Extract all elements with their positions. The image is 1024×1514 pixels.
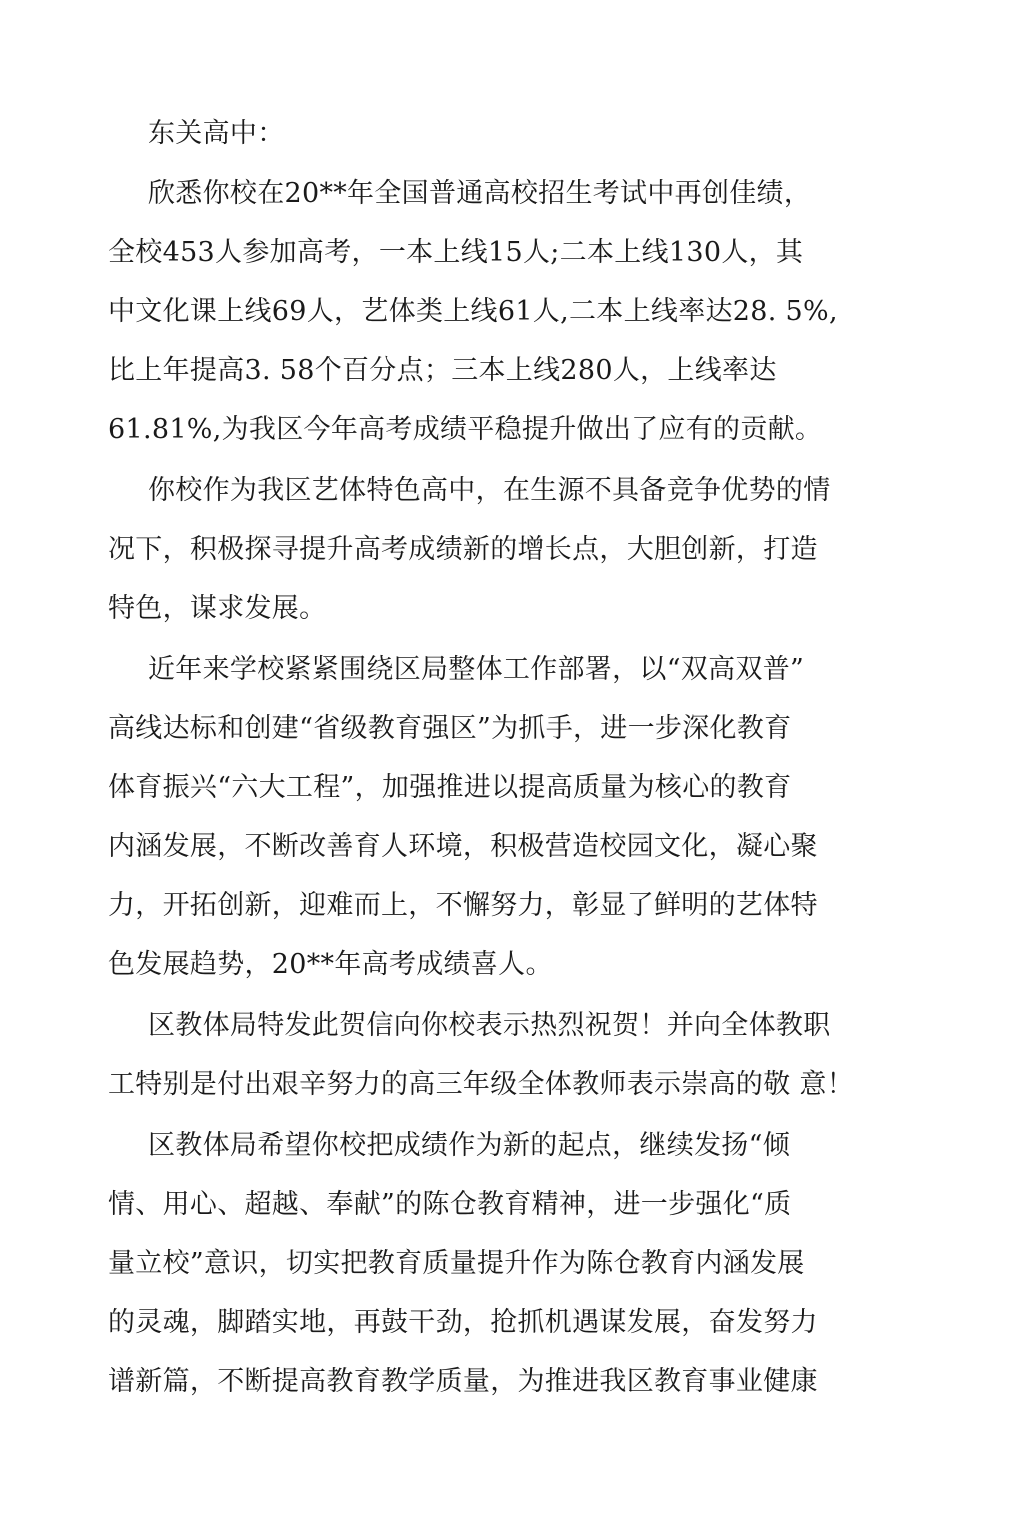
text-line: 量立校”意识，切实把教育质量提升作为陈仓教育内涵发展: [108, 1248, 805, 1279]
text-line: 区教体局特发此贺信向你校表示热烈祝贺！并向全体教职: [148, 1010, 831, 1041]
text-line: 力，开拓创新，迎难而上，不懈努力，彰显了鲜明的艺体特: [108, 890, 818, 921]
text-line: 谱新篇，不断提高教育教学质量，为推进我区教育事业健康: [108, 1366, 818, 1397]
text-line: 中文化课上线69人，艺体类上线61人,二本上线率达28. 5%,: [108, 296, 838, 327]
text-line: 体育振兴“六大工程”，加强推进以提高质量为核心的教育: [108, 772, 792, 803]
text-line: 欣悉你校在20**年全国普通高校招生考试中再创佳绩，: [148, 178, 812, 209]
text-line: 区教体局希望你校把成绩作为新的起点，继续发扬“倾: [148, 1130, 791, 1161]
text-line: 高线达标和创建“省级教育强区”为抓手，进一步深化教育: [108, 713, 792, 744]
text-line: 工特别是付出艰辛努力的高三年级全体教师表示崇高的敬 意！: [108, 1069, 854, 1100]
text-line: 全校453人参加高考，一本上线15人;二本上线130人，其: [108, 237, 804, 268]
text-line: 比上年提高3. 58个百分点；三本上线280人，上线率达: [108, 355, 777, 386]
text-line: 色发展趋势，20**年高考成绩喜人。: [108, 949, 553, 980]
text-line: 的灵魂，脚踏实地，再鼓干劲，抢抓机遇谋发展，奋发努力: [108, 1307, 818, 1338]
text-line: 61.81%,为我区今年高考成绩平稳提升做出了应有的贡献。: [108, 414, 823, 445]
text-line: 内涵发展，不断改善育人环境，积极营造校园文化，凝心聚: [108, 831, 818, 862]
text-line: 况下，积极探寻提升高考成绩新的增长点，大胆创新，打造: [108, 534, 818, 565]
text-line: 近年来学校紧紧围绕区局整体工作部署，以“双高双普”: [148, 654, 805, 685]
text-line: 特色，谋求发展。: [108, 593, 327, 624]
text-line: 情、用心、超越、奉献”的陈仓教育精神，进一步强化“质: [108, 1189, 792, 1220]
text-line: 你校作为我区艺体特色高中，在生源不具备竞争优势的情: [148, 475, 831, 506]
salutation: 东关高中：: [148, 118, 285, 149]
